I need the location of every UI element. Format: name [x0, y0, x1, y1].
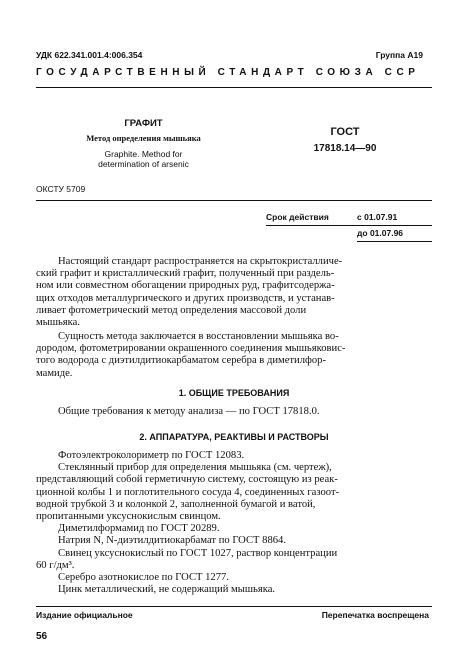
text-line: мамиде.	[36, 367, 73, 379]
list-item: Свинец уксуснокислый по ГОСТ 1027, раствор концентрации	[58, 547, 338, 559]
section-2-list	[36, 450, 432, 596]
text-line: дородом, фотометрировании окрашенного соединения мышьяковис-	[36, 343, 346, 355]
list-item: Стеклянный прибор для определения мышьяка (см. чертеж),	[58, 462, 332, 474]
text-line: Общие требования к методу анализа — по ГОСТ 17818.0.	[58, 406, 320, 417]
validity-underline	[357, 241, 432, 242]
list-item: Натрия N, N-диэтилдитиокарбамат по ГОСТ 8864.	[58, 535, 286, 547]
english-title-line-1: Graphite. Method for	[104, 149, 183, 159]
text-line: щих отходов металлургического и других производств, и устанав-	[36, 292, 335, 304]
text-line: водной трубкой 3 и колонкой 2, заполненной бумагой и ватой,	[36, 498, 316, 510]
header-divider	[36, 87, 432, 88]
edition-note: Издание официальное	[36, 610, 133, 620]
text-line: мышьяка.	[36, 317, 81, 329]
okstu-code: ОКСТУ 5709	[36, 184, 86, 194]
text-line: того водорода с диэтилдитиокарбаматом серебра в диметилфор-	[36, 355, 326, 367]
list-item: Серебро азотнокислое по ГОСТ 1277.	[58, 572, 229, 584]
intro-paragraph-1	[36, 256, 432, 329]
english-title	[36, 149, 251, 169]
okstu-divider	[36, 200, 432, 201]
intro-paragraph-2	[36, 331, 432, 380]
document-title: ГРАФИТ	[124, 118, 163, 129]
text-line: ном или совместном обогащении природных руд, графитсодержа-	[36, 280, 335, 292]
text-line: представляющий собой герметичную систему, состоящую из реак-	[36, 474, 338, 486]
text-line: пропитанными уксуснокислым свинцом.	[36, 511, 221, 523]
footer-divider	[36, 606, 432, 607]
section-1-heading: 1. ОБЩИЕ ТРЕБОВАНИЯ	[178, 388, 290, 398]
page-number: 56	[36, 631, 48, 642]
gost-number: 17818.14—90	[313, 143, 377, 154]
udk-code: УДК 622.341.001.4:006.354	[36, 50, 143, 60]
list-item: Цинк металлический, не содержащий мышьяка.	[58, 584, 276, 596]
gost-label: ГОСТ	[330, 126, 360, 138]
validity-divider	[266, 225, 432, 226]
section-1-text	[36, 406, 432, 418]
state-standard-banner: ГОСУДАРСТВЕННЫЙ СТАНДАРТ СОЮЗА ССР	[36, 67, 420, 78]
valid-from: с 01.07.91	[357, 212, 398, 222]
reprint-note: Перепечатка воспрещена	[321, 610, 429, 620]
text-line: Сущность метода заключается в восстановлении мышьяка во-	[58, 331, 339, 342]
group-code: Группа А19	[375, 50, 423, 60]
valid-to: до 01.07.96	[357, 228, 404, 238]
text-line: Настоящий стандарт распространяется на скрытокристалличе-	[58, 256, 343, 267]
list-item: Диметилформамид по ГОСТ 20289.	[58, 523, 220, 535]
text-line: ционной колбы 1 и поглотительного сосуда 4, соединенных газоот-	[36, 486, 340, 498]
list-item: Фотоэлектроколориметр по ГОСТ 12083.	[58, 450, 245, 461]
validity-label: Срок действия	[266, 212, 329, 222]
text-line: 60 г/дм³.	[36, 559, 75, 571]
text-line: ливает фотометрический метод определения массовой доли	[36, 304, 307, 316]
document-subtitle: Метод определения мышьяка	[86, 133, 201, 143]
section-2-heading: 2. АППАРАТУРА, РЕАКТИВЫ И РАСТВОРЫ	[139, 432, 329, 442]
english-title-line-2: determination of arsenic	[98, 159, 189, 169]
text-line: ский графит и кристаллический графит, полученный при раздель-	[36, 268, 335, 280]
